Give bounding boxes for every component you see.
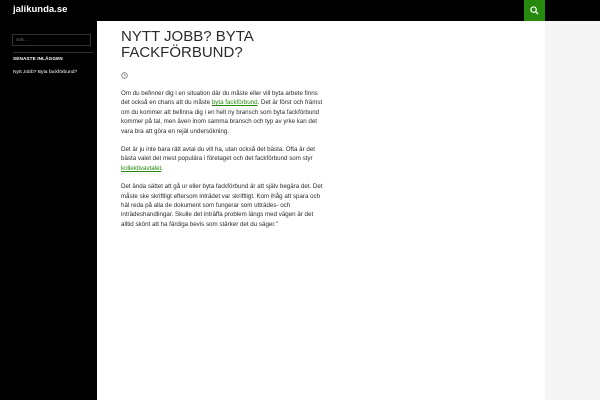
search-icon xyxy=(530,6,539,15)
site-header xyxy=(0,0,600,21)
post-content xyxy=(121,89,327,238)
paragraph-2-text: Det är ju inte bara rätt avtal du vill ha, utan också det bästa. Ofta är det bästa valet det mest populära i företaget och det fackförbund som styr xyxy=(121,146,315,163)
paragraph-1-text: Om du befinner dig i en situation där du måste eller vill byta arbete finns det också en chans att du måste xyxy=(121,90,318,107)
post-date-link[interactable] xyxy=(121,66,129,74)
search-toggle-button[interactable] xyxy=(524,0,545,21)
byta-fackforbund-link[interactable]: byta fackförbund xyxy=(211,99,258,107)
paragraph-3: Det ända sättet att gå ur eller byta fackförbund är att själv begära det. Det måste ske skriftligt eftersom inträdet var skriftligt. Kom ihåg att spara och häl reda på alla de dokument som fungerar som utträdes- och inträdeshandlingar. Skulle det inträffa problem längs med vägen är det alltid skönt att ha färdiga bevis som stärker det du säger." xyxy=(121,183,323,228)
widget-title: SENASTE INLÄGGEN xyxy=(13,52,93,62)
right-margin xyxy=(545,21,600,400)
search-input[interactable] xyxy=(12,34,91,46)
paragraph-2 xyxy=(121,145,327,173)
kollektivavtalet-link[interactable]: kollektivavtalet xyxy=(121,164,162,172)
recent-post-link[interactable]: Nytt Jobb? Byta fackförbund? xyxy=(13,70,78,75)
clock-icon xyxy=(121,72,128,79)
sidebar xyxy=(0,21,97,400)
site-title-link[interactable]: jalikunda.se xyxy=(13,4,68,15)
paragraph-1 xyxy=(121,89,327,136)
post-title: NYTT JOBB? BYTA FACKFÖRBUND? xyxy=(121,28,253,61)
paragraph-1-text-end: . Det är först och främst om du kommer att befinna dig i en helt ny bransch som byta fackförbund kommer på tal, men även inom samma bransch och typ av yrke kan det vara bra att göra en rejäl undersökning. xyxy=(121,99,323,135)
paragraph-2-text-end: . xyxy=(161,164,163,172)
